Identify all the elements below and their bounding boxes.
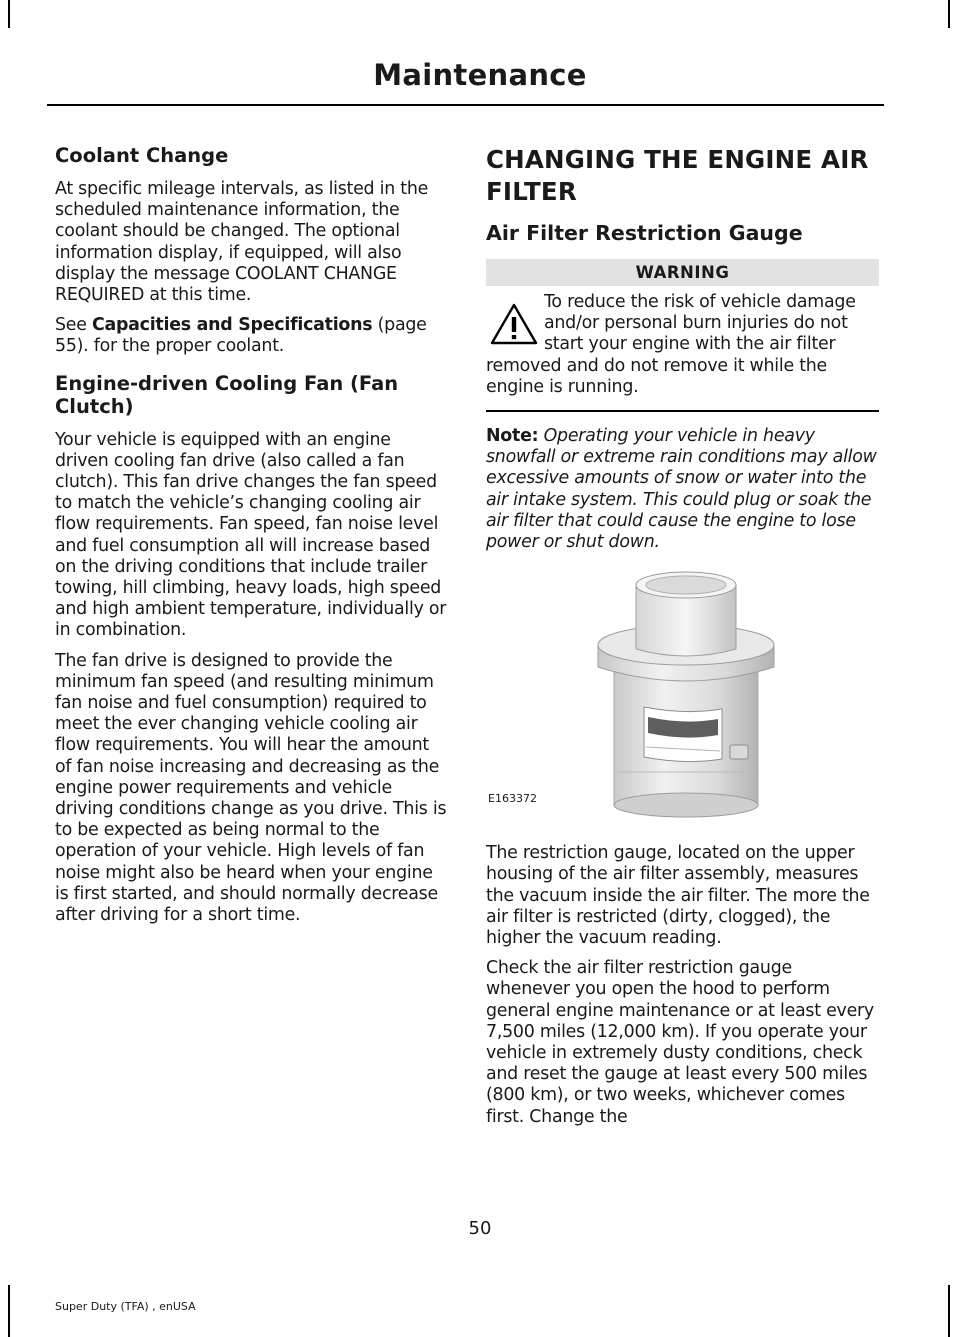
cooling-fan-paragraph-2: The fan drive is designed to provide the minimum fan speed (and resulting minimum fan noise and fuel consumption) required to meet the ever changing vehicle cooling air flow requirements. You will hear the amount of fan noise increasing and decreasing as the engine power requirements and vehicle driving conditions change as you drive. This is to be expected as being normal to the operation of your vehicle. High levels of fan noise might also be heard when your engine is first started, and should normally decrease after driving for a short time.: [55, 650, 447, 926]
note-text: Operating your vehicle in heavy snowfall or extreme rain conditions may allow excessive amounts of snow or water into the air intake system. This could plug or soak the air filter that could cause the engine to lose power or shut down.: [486, 426, 877, 553]
section-heading: CHANGING THE ENGINE AIR FILTER: [486, 145, 869, 206]
coolant-page-ref: (page 55). for the proper coolant.: [55, 315, 427, 357]
page-number: 50: [468, 1218, 492, 1239]
note-paragraph: [486, 426, 879, 553]
warning-divider: [486, 410, 879, 412]
crop-mark-top-left: [8, 0, 10, 28]
left-column: [55, 144, 447, 935]
capacities-link[interactable]: Capacities and Specifications: [91, 315, 373, 336]
restriction-gauge-illustration: [486, 567, 879, 829]
cooling-fan-paragraph-1: Your vehicle is equipped with an engine driven cooling fan drive (also called a fan clutch). This fan drive changes the fan speed to match the vehicle’s changing cooling air flow requirements. Fan speed, fan noise level and fuel consumption all will increase based on the driving conditions that include trailer towing, hill climbing, heavy loads, high speed and high ambient temperature, individually or in combination.: [55, 429, 447, 641]
restriction-gauge-paragraph: The restriction gauge, located on the upper housing of the air filter assembly, measures the vacuum inside the air filter. The more the air filter is restricted (dirty, clogged), the higher the vacuum reading.: [486, 843, 870, 949]
figure-code: E163372: [488, 792, 537, 806]
coolant-see-text: See: [55, 315, 87, 336]
crop-mark-bottom-right: [948, 1285, 950, 1337]
crop-mark-top-right: [948, 0, 950, 28]
check-gauge-paragraph: Check the air filter restriction gauge whenever you open the hood to perform general engine maintenance or at least every 7,500 miles (12,000 km). If you operate your vehicle in extremely dusty conditions, check and reset the gauge at least every 500 miles (800 km), or two weeks, whichever comes first. Change the: [486, 958, 874, 1127]
coolant-change-heading: Coolant Change: [55, 144, 229, 167]
coolant-change-paragraph: At specific mileage intervals, as listed in the scheduled maintenance information, the coolant should be changed. The optional information display, if equipped, will also display the message COOLANT CHANGE REQUIRED at this time.: [55, 179, 429, 306]
note-label: Note:: [486, 426, 539, 447]
crop-mark-bottom-left: [8, 1285, 10, 1337]
page-title: Maintenance: [373, 58, 587, 92]
cooling-fan-heading: Engine-driven Cooling Fan (Fan Clutch): [55, 371, 399, 418]
coolant-see-paragraph: [55, 315, 447, 357]
warning-text: To reduce the risk of vehicle damage and/or personal burn injuries do not start your engine with the air filter removed and do not remove it while the engine is running.: [486, 292, 856, 397]
header-divider: [47, 104, 884, 106]
warning-triangle-icon: [490, 302, 538, 346]
air-filter-gauge-figure: [486, 567, 879, 829]
warning-banner: WARNING: [486, 259, 879, 286]
right-column: [486, 144, 879, 1137]
gauge-heading: Air Filter Restriction Gauge: [486, 221, 803, 245]
warning-box: [486, 292, 879, 398]
document-id: Super Duty (TFA) , enUSA: [55, 1300, 196, 1313]
